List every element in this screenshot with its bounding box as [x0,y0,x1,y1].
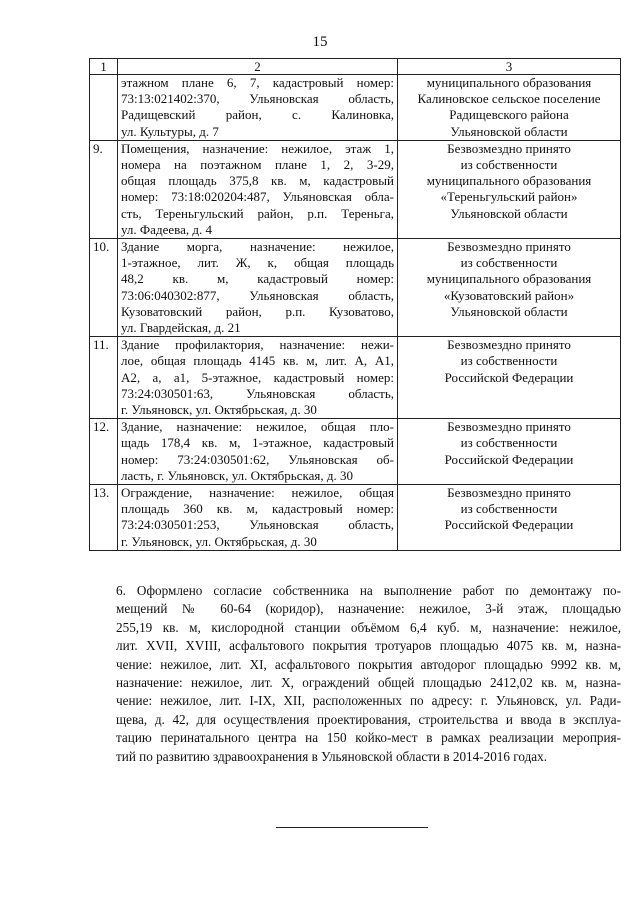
basis-line: муниципального образования [426,173,592,189]
paragraph-line: лит. XVII, XVIII, асфальтового покрытия тротуаров площадью 4075 кв. м, назна- [116,638,621,654]
object-line: Помещения, назначение: нежилое, этаж 1, [121,140,394,156]
object-description [118,485,398,551]
object-line: Ограждение, назначение: нежилое, общая [121,485,394,501]
basis-line: Ульяновской области [450,205,568,221]
basis-line: Безвозмездно принято [447,337,571,353]
table-row [90,75,621,141]
object-line: номер: 73:24:030501:62, Ульяновская об- [121,451,394,467]
clause-6-paragraph [116,582,621,766]
object-line: 73:13:021402:370, Ульяновская область, [121,91,394,107]
basis-line: Российской Федерации [444,451,574,467]
paragraph-line: чение: нежилое, лит. I-IX, XII, расположенных по адресу: г. Ульяновск, ул. Ради- [116,693,621,709]
row-number: 10. [90,239,118,337]
page-number: 15 [312,34,328,50]
basis-line: муниципального образования [426,271,592,287]
object-line: лое, общая площадь 4145 кв. м, лит. А, А1, [121,353,394,369]
table-row [90,239,621,337]
paragraph-line: тацию перинатального центра на 150 койко-мест в рамках реализации мероприя- [116,730,621,746]
basis-line: из собственности [460,501,558,517]
basis-line: «Кузоватовский район» [443,287,575,303]
object-description [118,239,398,337]
object-line: сть, Тереньгульский район, р.п. Тереньга, [121,205,394,221]
object-line: Кузоватовский район, р.п. Кузоватово, [121,303,394,319]
object-line: этажном плане 6, 7, кадастровый номер: [121,75,394,90]
object-line: площадь 360 кв. м, кадастровый номер: [121,501,394,517]
basis-line: Безвозмездно принято [447,140,571,156]
row-number: 13. [90,485,118,551]
basis-line: Ульяновской области [450,303,568,319]
basis-line: Калиновское сельское поселение [417,91,601,107]
object-line: 73:06:040302:877, Ульяновская область, [121,287,394,303]
object-line: 48,2 кв. м, кадастровый номер: [121,271,394,287]
paragraph-line: чение: нежилое, лит. XI, асфальтового покрытия автодорог площадью 9992 кв. м, [116,656,621,672]
end-rule [276,827,428,828]
row-number [90,75,118,141]
basis-line: Ульяновской области [450,123,568,139]
paragraph-line: 6. Оформлено согласие собственника на выполнение работ по демонтажу по- [116,583,621,598]
object-line: Здание морга, назначение: нежилое, [121,239,394,255]
basis-line: из собственности [460,435,558,451]
row-number: 9. [90,140,118,238]
transfer-basis [398,239,621,337]
table-row [90,337,621,419]
object-line: 73:24:030501:253, Ульяновская область, [121,517,394,533]
transfer-basis [398,140,621,238]
paragraph-line: тий по развитию здравоохранения в Ульяновской области в 2014-2016 годах. [116,748,548,764]
row-number: 11. [90,337,118,419]
object-line: Радищевский район, с. Калиновка, [121,107,394,123]
header-cell-1: 1 [90,59,118,75]
transfer-basis [398,485,621,551]
object-line: 1-этажное, лит. Ж, к, общая площадь [121,255,394,271]
object-line: ул. Культуры, д. 7 [121,123,219,139]
object-line: Здание, назначение: нежилое, общая пло- [121,419,394,435]
object-line: щадь 178,4 кв. м, 1-этажное, кадастровый [121,435,394,451]
property-table [89,58,621,551]
object-line: г. Ульяновск, ул. Октябрьская, д. 30 [121,402,317,418]
basis-line: Безвозмездно принято [447,419,571,435]
paragraph-line: назначение: нежилое, лит. X, ограждений общей площадью 2412,02 кв. м, назна- [116,675,621,691]
object-description [118,140,398,238]
object-line: г. Ульяновск, ул. Октябрьская, д. 30 [121,533,317,549]
transfer-basis [398,419,621,485]
row-number: 12. [90,419,118,485]
paragraph-line: мещений № 60-64 (коридор), назначение: нежилое, 3-й этаж, площадью [116,601,621,617]
object-description [118,419,398,485]
basis-line: Российской Федерации [444,517,574,533]
transfer-basis [398,337,621,419]
table-row [90,140,621,238]
object-line: А2, а, а1, 5-этажное, кадастровый номер: [121,369,394,385]
basis-line: Российской Федерации [444,369,574,385]
table-row [90,419,621,485]
object-line: номер: 73:18:020204:487, Ульяновская обла- [121,189,394,205]
table-body [90,59,621,551]
basis-line: «Тереньгульский район» [440,189,578,205]
header-cell-3: 3 [398,59,621,75]
basis-line: из собственности [460,353,558,369]
table-row [90,485,621,551]
transfer-basis [398,75,621,141]
object-line: номера на поэтажном плане 1, 2, 3-29, [121,157,394,173]
basis-line: из собственности [460,255,558,271]
paragraph-line: щева, д. 42, для осуществления проектирования, строительства и ввода в эксплуа- [116,711,621,727]
object-line: ул. Гвардейская, д. 21 [121,320,241,336]
object-description [118,337,398,419]
table-header-row [90,59,621,75]
basis-line: из собственности [460,157,558,173]
basis-line: муниципального образования [426,75,592,90]
object-line: ул. Фадеева, д. 4 [121,221,212,237]
basis-line: Безвозмездно принято [447,239,571,255]
header-cell-2: 2 [118,59,398,75]
basis-line: Радищевского района [449,107,569,123]
paragraph-line: 255,19 кв. м, кислородной станции объёмом 6,4 куб. м, назначение: нежилое, [116,619,621,635]
object-line: ласть, г. Ульяновск, ул. Октябрьская, д. 30 [121,467,353,483]
object-line: 73:24:030501:63, Ульяновская область, [121,385,394,401]
object-description [118,75,398,141]
basis-line: Безвозмездно принято [447,485,571,501]
object-line: Здание профилактория, назначение: нежи- [121,337,394,353]
object-line: общая площадь 375,8 кв. м, кадастровый [121,173,394,189]
